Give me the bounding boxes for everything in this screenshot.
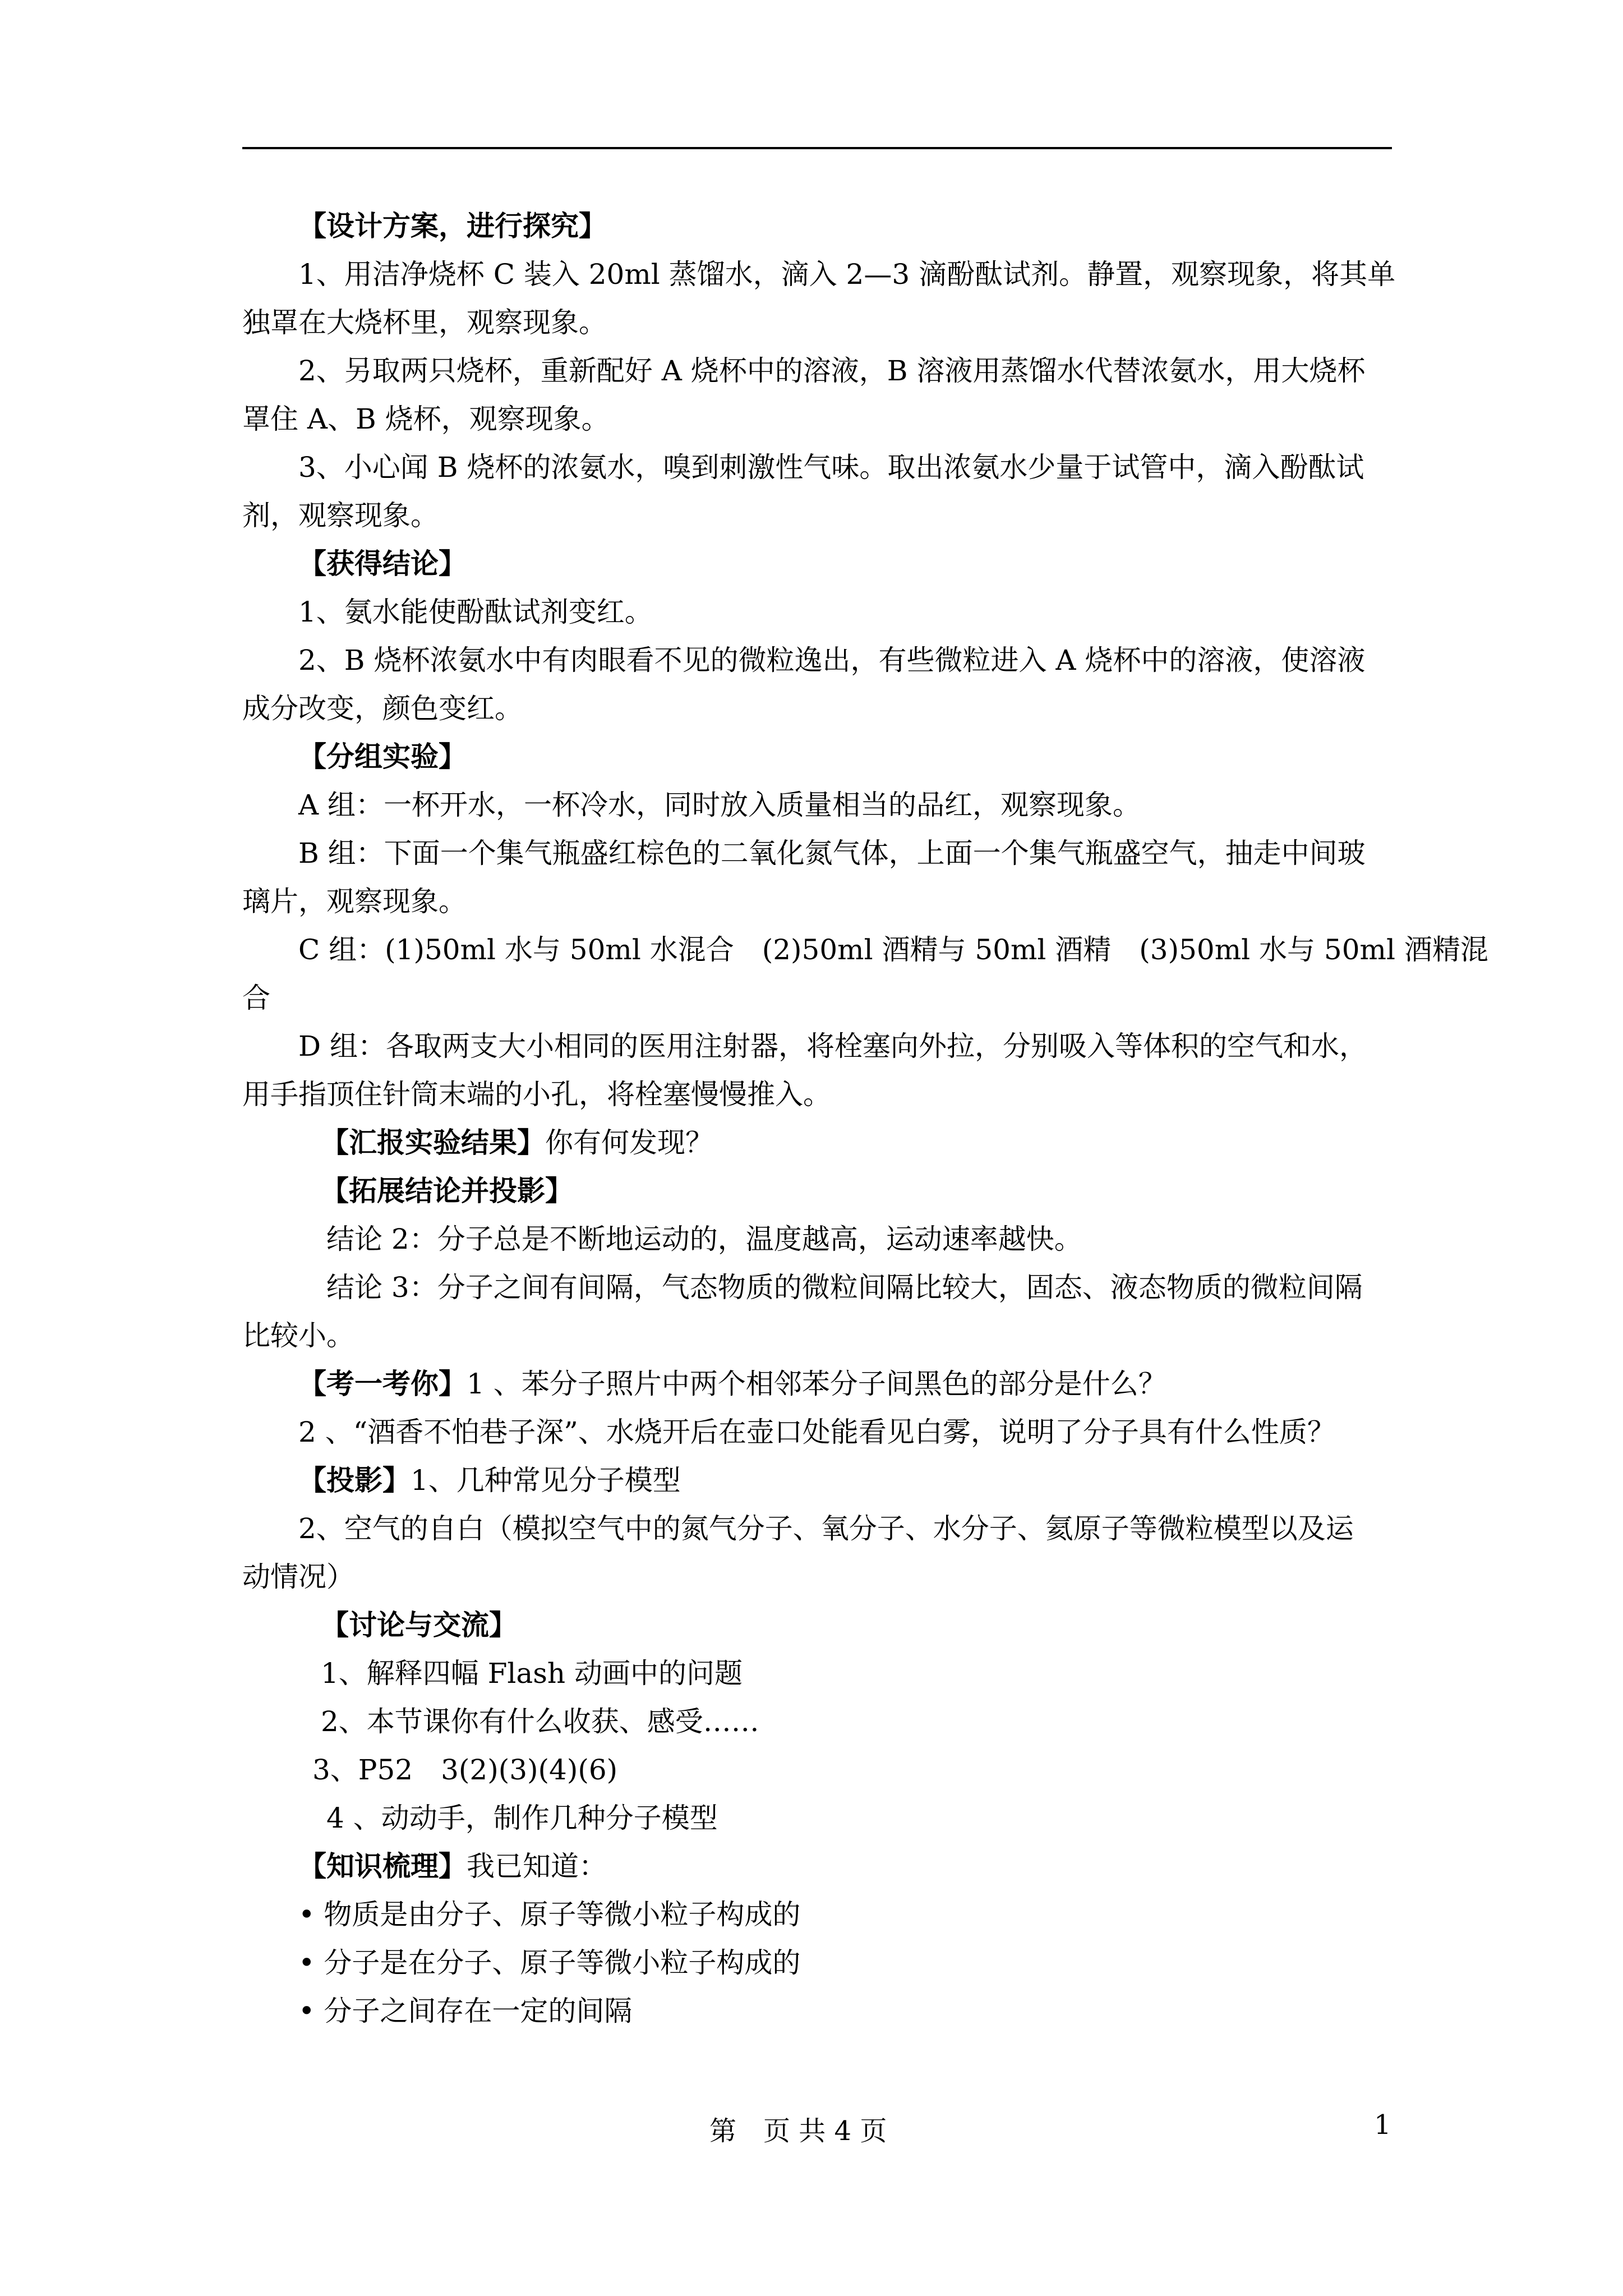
page-footer: 第 页 共 4 页 <box>709 2115 887 2147</box>
section-heading-line <box>242 540 1420 588</box>
section-heading-line <box>242 1842 1420 1890</box>
page-number: 1 <box>1374 2109 1391 2141</box>
line-text: 2、空气的自白（模拟空气中的氮气分子、氧分子、水分子、氦原子等微粒模型以及运 <box>298 1512 1354 1545</box>
line-text: 结论 3：分子之间有间隔，气态物质的微粒间隔比较大，固态、液态物质的微粒间隔 <box>326 1271 1363 1304</box>
line-text: 2、本节课你有什么收获、感受…… <box>321 1705 759 1738</box>
section-heading-line <box>242 733 1420 781</box>
line-text: 2 、“酒香不怕巷子深”、水烧开后在壶口处能看见白雾，说明了分子具有什么性质？ <box>298 1416 1335 1448</box>
section-heading-line <box>242 1456 1420 1504</box>
line-text: 3、小心闻 B 烧杯的浓氨水，嗅到刺激性气味。取出浓氨水少量于试管中，滴入酚酞试 <box>298 451 1364 484</box>
paragraph-line <box>242 684 1420 733</box>
paragraph-line <box>242 1697 1420 1746</box>
line-text: 1、氨水能使酚酞试剂变红。 <box>298 596 653 628</box>
line-text: C 组：(1)50ml 水与 50ml 水混合 (2)50ml 酒精与 50ml 酒精 (3)50ml 水与 50ml 酒精混 <box>298 933 1488 966</box>
line-text: • 物质是由分子、原子等微小粒子构成的 <box>298 1898 801 1931</box>
section-heading: 【知识梳理】 <box>298 1849 467 1883</box>
section-heading: 【考一考你】 <box>298 1367 467 1400</box>
line-text: • 分子之间存在一定的间隔 <box>298 1995 633 2027</box>
paragraph-line <box>242 1939 1420 1987</box>
paragraph-line <box>242 1070 1420 1119</box>
line-text: 1、用洁净烧杯 C 装入 20ml 蒸馏水，滴入 2—3 滴酚酞试剂。静置，观察现象，将其单 <box>298 258 1396 291</box>
line-text: • 分子是在分子、原子等微小粒子构成的 <box>298 1947 801 1979</box>
section-heading-line <box>242 1601 1420 1649</box>
line-text: 成分改变，颜色变红。 <box>242 692 523 725</box>
paragraph-line <box>242 1022 1420 1070</box>
paragraph-line <box>242 1987 1420 2035</box>
line-text: 2、另取两只烧杯，重新配好 A 烧杯中的溶液，B 溶液用蒸馏水代替浓氨水，用大烧杯 <box>298 355 1366 387</box>
paragraph-line <box>242 1649 1420 1697</box>
paragraph-line <box>242 1408 1420 1456</box>
paragraph-line <box>242 974 1420 1022</box>
header-rule <box>242 147 1392 149</box>
paragraph-line <box>242 926 1488 974</box>
document-body <box>242 202 1488 2035</box>
line-text: A 组：一杯开水，一杯冷水，同时放入质量相当的品红，观察现象。 <box>298 789 1141 821</box>
section-heading: 【拓展结论并投影】 <box>321 1174 573 1207</box>
paragraph-line <box>242 1312 1420 1360</box>
paragraph-line <box>242 1890 1420 1939</box>
paragraph-line <box>242 781 1420 829</box>
line-text: D 组：各取两支大小相同的医用注射器，将栓塞向外拉，分别吸入等体积的空气和水， <box>298 1030 1367 1062</box>
paragraph-line <box>242 443 1420 491</box>
paragraph-line <box>242 1553 1420 1601</box>
line-text: 合 <box>242 982 270 1014</box>
section-heading: 【分组实验】 <box>298 740 467 773</box>
line-text: 独罩在大烧杯里，观察现象。 <box>242 306 607 339</box>
section-heading: 【获得结论】 <box>298 547 467 580</box>
section-heading: 【设计方案，进行探究】 <box>298 209 607 242</box>
line-text: B 组：下面一个集气瓶盛红棕色的二氧化氮气体，上面一个集气瓶盛空气，抽走中间玻 <box>298 837 1366 869</box>
paragraph-line <box>242 829 1420 877</box>
line-text: 用手指顶住针筒末端的小孔，将栓塞慢慢推入。 <box>242 1078 831 1111</box>
line-text: 1、几种常见分子模型 <box>411 1464 681 1497</box>
paragraph-line <box>242 1215 1420 1263</box>
paragraph-line <box>242 877 1420 926</box>
paragraph-line <box>242 1746 1420 1794</box>
section-heading-line <box>242 1119 1420 1167</box>
line-text: 结论 2：分子总是不断地运动的，温度越高，运动速率越快。 <box>326 1223 1082 1255</box>
line-text: 1 、苯分子照片中两个相邻苯分子间黑色的部分是什么？ <box>467 1368 1166 1400</box>
line-text: 比较小。 <box>242 1319 354 1352</box>
section-heading-line <box>242 202 1420 250</box>
line-text: 罩住 A、B 烧杯，观察现象。 <box>242 403 610 435</box>
section-heading: 【讨论与交流】 <box>321 1608 517 1641</box>
paragraph-line <box>242 491 1420 540</box>
paragraph-line <box>242 1504 1420 1553</box>
line-text: 璃片，观察现象。 <box>242 885 467 918</box>
paragraph-line <box>242 1794 1420 1842</box>
paragraph-line <box>242 347 1420 395</box>
section-heading-line <box>242 1167 1420 1215</box>
paragraph-line <box>242 395 1420 443</box>
section-heading: 【汇报实验结果】 <box>321 1126 545 1159</box>
line-text: 1、解释四幅 Flash 动画中的问题 <box>321 1657 743 1690</box>
line-text: 动情况） <box>242 1561 354 1593</box>
paragraph-line <box>242 1263 1420 1312</box>
line-text: 2、B 烧杯浓氨水中有肉眼看不见的微粒逸出，有些微粒进入 A 烧杯中的溶液，使溶液 <box>298 644 1366 677</box>
paragraph-line <box>242 250 1420 298</box>
section-heading-line <box>242 1360 1420 1408</box>
line-text: 我已知道： <box>467 1850 607 1883</box>
paragraph-line <box>242 298 1420 347</box>
line-text: 4 、动动手，制作几种分子模型 <box>326 1802 718 1834</box>
line-text: 你有何发现？ <box>545 1126 713 1159</box>
line-text: 3、P52 3(2)(3)(4)(6) <box>312 1754 618 1786</box>
section-heading: 【投影】 <box>298 1464 411 1497</box>
paragraph-line <box>242 636 1420 684</box>
line-text: 剂，观察现象。 <box>242 499 439 532</box>
paragraph-line <box>242 588 1420 636</box>
